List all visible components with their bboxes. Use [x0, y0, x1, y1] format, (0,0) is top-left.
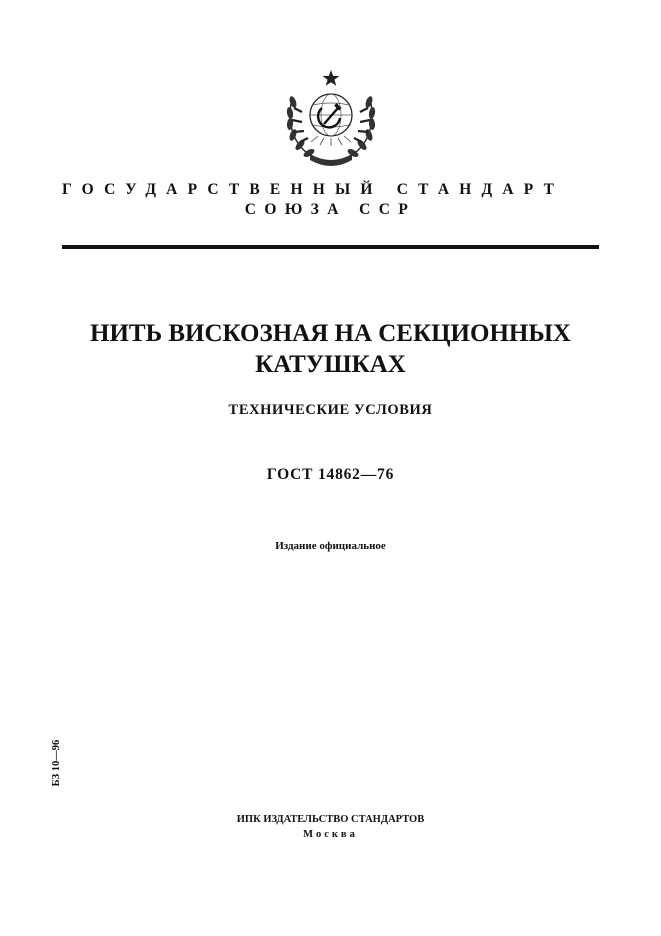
- header-union-title: СОЮЗА ССР: [244, 201, 417, 218]
- header-divider: [62, 245, 599, 249]
- ussr-state-emblem-icon: [280, 68, 382, 172]
- publisher-name: ИПК ИЗДАТЕЛЬСТВО СТАНДАРТОВ: [236, 814, 425, 825]
- document-title-line2: КАТУШКАХ: [255, 351, 406, 378]
- edition-note: Издание официальное: [275, 540, 386, 552]
- document-title-line1: НИТЬ ВИСКОЗНАЯ НА СЕКЦИОННЫХ: [90, 320, 571, 347]
- side-code: БЗ 10—96: [51, 739, 62, 787]
- standard-number: ГОСТ 14862—76: [266, 466, 395, 483]
- document-subtitle: ТЕХНИЧЕСКИЕ УСЛОВИЯ: [228, 402, 433, 418]
- publisher-city: Москва: [303, 829, 358, 840]
- document-title: [0, 318, 661, 380]
- header-standard-title: ГОСУДАРСТВЕННЫЙ СТАНДАРТ: [62, 181, 565, 198]
